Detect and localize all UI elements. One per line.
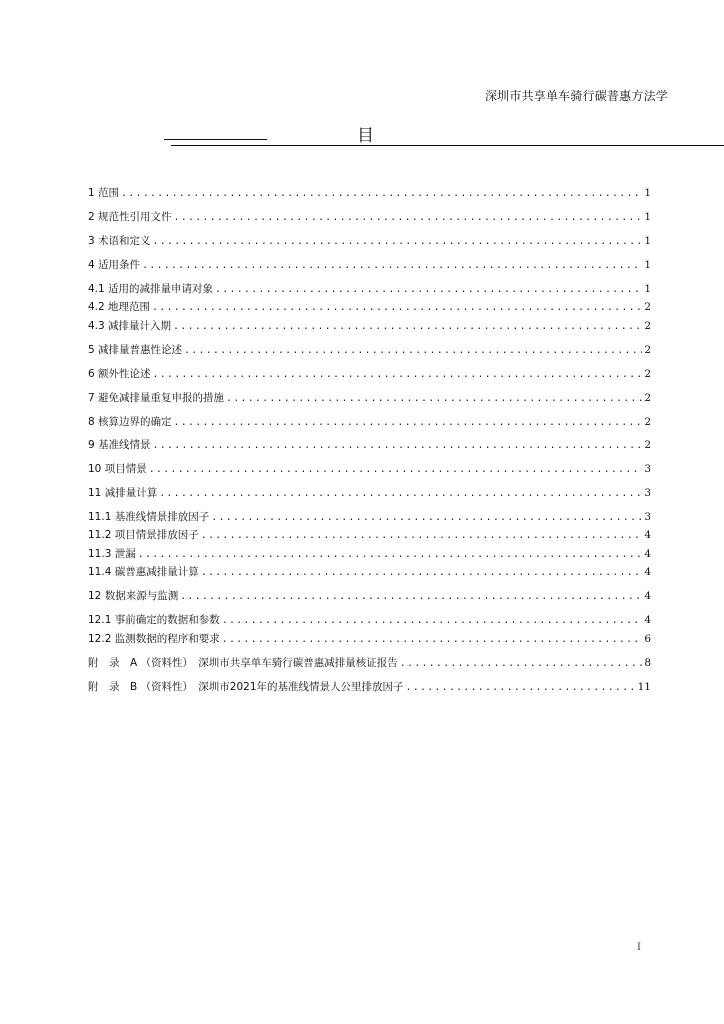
- toc-dot-leader: [400, 657, 643, 671]
- toc-entry-text: 11.4 碳普惠减排量计算: [88, 566, 199, 578]
- toc-entry-text: 10 项目情景: [88, 463, 147, 475]
- toc-dot-leader: [153, 368, 643, 382]
- toc-entry[interactable]: [88, 300, 651, 315]
- toc-dot-leader: [121, 187, 642, 201]
- toc-entry-page: 2: [644, 416, 651, 428]
- toc-entry-text: 5 减排量普惠性论述: [88, 344, 183, 356]
- toc-entry[interactable]: [88, 632, 651, 647]
- toc-entry-text: 4.3 减排量计入期: [88, 320, 172, 332]
- toc-dot-leader: [201, 566, 643, 580]
- toc-entry-page: 1: [644, 211, 651, 223]
- toc-entry-text: 11.2 项目情景排放因子: [88, 529, 199, 541]
- toc-entry-page: 4: [644, 529, 651, 541]
- toc-entry-page: 1: [644, 187, 651, 199]
- toc-entry-page: 4: [644, 548, 651, 560]
- toc-dot-leader: [149, 463, 643, 477]
- toc-entry[interactable]: [88, 258, 651, 273]
- toc-entry[interactable]: [88, 680, 651, 695]
- toc-entry-text: 8 核算边界的确定: [88, 416, 172, 428]
- toc-title: 目: [357, 126, 374, 146]
- toc-entry-text: 2 规范性引用文件: [88, 211, 172, 223]
- toc-dot-leader: [180, 590, 642, 604]
- toc-dot-leader: [153, 439, 643, 453]
- toc-entry-page: 2: [644, 344, 651, 356]
- toc-entry-page: 1: [644, 235, 651, 247]
- toc-dot-leader: [211, 511, 642, 525]
- toc-entry-page: 2: [644, 301, 651, 313]
- toc-entry-page: 4: [644, 590, 651, 602]
- toc-entry-page: 3: [644, 487, 651, 499]
- toc-entry-text: 12 数据来源与监测: [88, 590, 179, 602]
- toc-entry-page: 4: [644, 566, 651, 578]
- toc-entry-page: 2: [644, 320, 651, 332]
- toc-entry[interactable]: [88, 547, 651, 562]
- toc-entry[interactable]: [88, 319, 651, 334]
- toc-entry-page: 2: [644, 392, 651, 404]
- toc-dot-leader: [173, 320, 642, 334]
- toc-dot-leader: [226, 392, 642, 406]
- toc-dot-leader: [142, 259, 642, 273]
- toc-entry-page: 3: [644, 463, 651, 475]
- toc-entry-text: 9 基准线情景: [88, 439, 151, 451]
- toc-entry-page: 11: [637, 681, 651, 693]
- toc-entry[interactable]: [88, 186, 651, 201]
- toc-entry-text: 11 减排量计算: [88, 487, 158, 499]
- toc-dot-leader: [222, 633, 643, 647]
- toc-entry-text: 4.2 地理范围: [88, 301, 151, 313]
- toc-entry[interactable]: [88, 528, 651, 543]
- toc-entry[interactable]: [88, 343, 651, 358]
- toc-entry[interactable]: [88, 613, 651, 628]
- toc-dot-leader: [406, 681, 636, 695]
- toc-dot-leader: [184, 344, 642, 358]
- toc-entry[interactable]: [88, 510, 651, 525]
- toc-entry[interactable]: [88, 486, 651, 501]
- toc-entry-text: 11.1 基准线情景排放因子: [88, 511, 210, 523]
- title-rule-short: [164, 139, 267, 140]
- toc-entry[interactable]: [88, 415, 651, 430]
- toc-dot-leader: [138, 548, 643, 562]
- toc-dot-leader: [174, 211, 643, 225]
- toc-entry-page: 8: [644, 657, 651, 669]
- toc-entry[interactable]: [88, 462, 651, 477]
- toc-entry-text: 4.1 适用的减排量申请对象: [88, 283, 214, 295]
- toc-entry-page: 1: [644, 259, 651, 271]
- toc-entry[interactable]: [88, 282, 651, 297]
- toc-entry-page: 3: [644, 511, 651, 523]
- toc-dot-leader: [174, 416, 643, 430]
- toc-entry-text: 附 录 B （资料性） 深圳市2021年的基准线情景人公里排放因子: [88, 681, 404, 693]
- toc-entry[interactable]: [88, 367, 651, 382]
- toc-entry[interactable]: [88, 438, 651, 453]
- toc-entry-page: 4: [644, 614, 651, 626]
- toc-entry-text: 附 录 A （资料性） 深圳市共享单车骑行碳普惠减排量核证报告: [88, 657, 398, 669]
- page-number: I: [637, 942, 641, 953]
- toc-entry[interactable]: [88, 589, 651, 604]
- toc-entry[interactable]: [88, 391, 651, 406]
- document-header-title: 深圳市共享单车骑行碳普惠方法学: [484, 89, 668, 103]
- toc-entry-text: 12.2 监测数据的程序和要求: [88, 633, 220, 645]
- toc-entry-page: 1: [644, 283, 651, 295]
- toc-dot-leader: [159, 487, 642, 501]
- toc-dot-leader: [222, 614, 643, 628]
- toc-dot-leader: [201, 529, 643, 543]
- toc-entry[interactable]: [88, 656, 651, 671]
- toc-entry-text: 4 适用条件: [88, 259, 141, 271]
- title-rule-long: [171, 145, 724, 146]
- toc-dot-leader: [152, 301, 642, 315]
- toc-entry-text: 11.3 泄漏: [88, 548, 136, 560]
- toc-entry[interactable]: [88, 565, 651, 580]
- toc-entry-text: 12.1 事前确定的数据和参数: [88, 614, 220, 626]
- toc-entry-text: 1 范围: [88, 187, 120, 199]
- toc-entry-page: 6: [644, 633, 651, 645]
- toc-entry[interactable]: [88, 234, 651, 249]
- toc-dot-leader: [153, 235, 643, 249]
- toc-dot-leader: [215, 283, 642, 297]
- toc-entry[interactable]: [88, 210, 651, 225]
- toc-entry-page: 2: [644, 368, 651, 380]
- toc-entry-text: 6 额外性论述: [88, 368, 151, 380]
- toc-entry-text: 3 术语和定义: [88, 235, 151, 247]
- toc-entry-page: 2: [644, 439, 651, 451]
- toc-entry-text: 7 避免减排量重复申报的措施: [88, 392, 225, 404]
